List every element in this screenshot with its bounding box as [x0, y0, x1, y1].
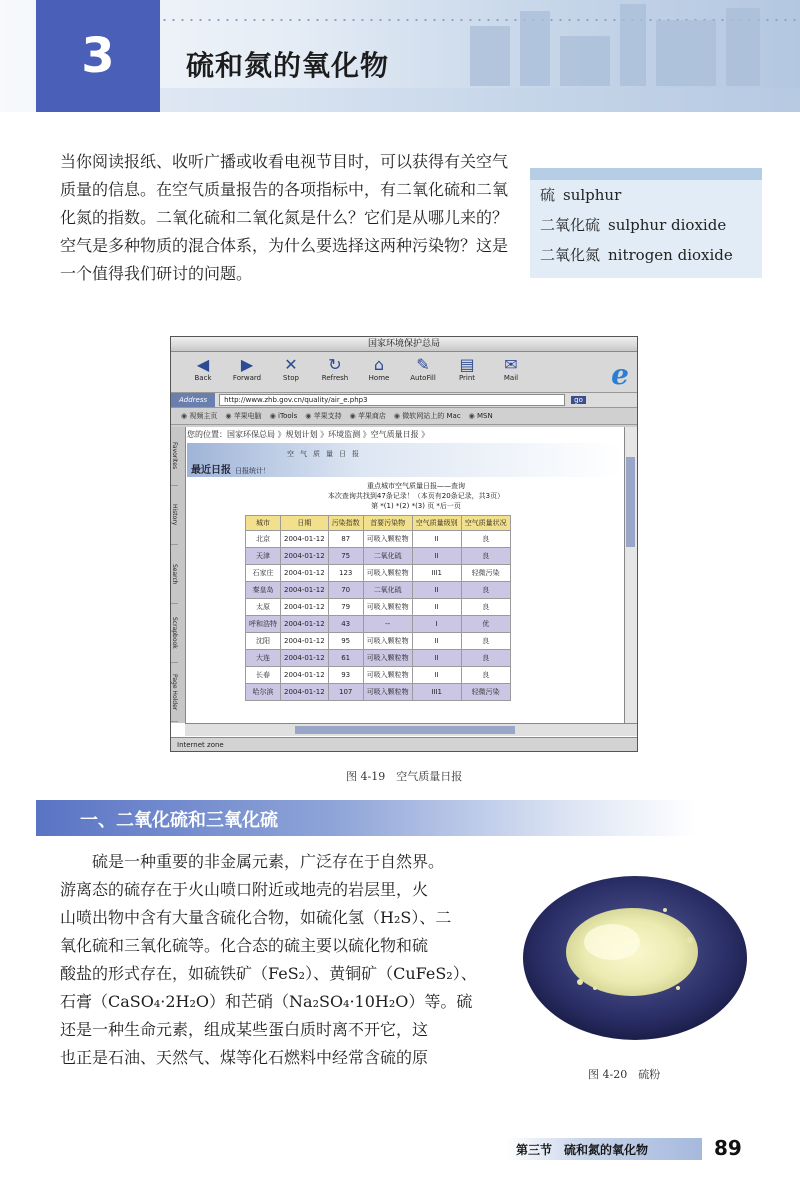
breadcrumb: 您的位置：国家环保总局 》规划计划 》环境监测 》空气质量日报 》 [187, 430, 430, 439]
table-row [246, 565, 511, 582]
table-cell: 石家庄 [246, 565, 281, 582]
glossary-row [530, 210, 762, 240]
table-cell: 沈阳 [246, 633, 281, 650]
side-tabs [171, 427, 186, 723]
side-tab-favorites[interactable]: Favorites [171, 427, 178, 486]
table-cell: 可吸入颗粒物 [363, 599, 412, 616]
table-header-cell: 空气质量级别 [412, 516, 461, 531]
table-cell: III1 [412, 565, 461, 582]
table-cell: 天津 [246, 548, 281, 565]
body-line: 石膏（CaSO₄·2H₂O）和芒硝（Na₂SO₄·10H₂O）等。硫 [60, 992, 473, 1011]
forward-button[interactable]: ▶ Forward [225, 352, 269, 392]
intro-paragraph: 当你阅读报纸、收听广播或收看电视节目时，可以获得有关空气质量的信息。在空气质量报告的各项指标中，有二氧化硫和二氧化氮的指数。二氧化硫和二氧化氮是什么？它们是从哪儿来的？空气是多种物质的混合体系，为什么要选择这两种污染物？这是一个值得我们研讨的问题。 [60, 152, 509, 283]
body-line: 氧化硫和三氧化硫等。化合态的硫主要以硫化物和硫 [60, 936, 429, 955]
table-cell: 可吸入颗粒物 [363, 565, 412, 582]
air-quality-table [245, 515, 511, 701]
mail-icon: ✉ [504, 355, 518, 374]
query-count: 本次查询共找到47条记录！（本页有20条记录，共3页） [327, 492, 505, 500]
table-row [246, 582, 511, 599]
table-cell: II [412, 582, 461, 599]
browser-title: 国家环境保护总局 [171, 337, 637, 352]
banner-title: 空气质量日报 [287, 450, 365, 458]
table-cell: 良 [461, 599, 510, 616]
refresh-icon: ↻ [328, 355, 342, 374]
table-cell: 秦皇岛 [246, 582, 281, 599]
table-cell: 北京 [246, 531, 281, 548]
table-cell: 二氧化硫 [363, 548, 412, 565]
body-line: 还是一种生命元素，组成某些蛋白质时离不开它，这 [60, 1020, 429, 1039]
address-label: Address [171, 393, 215, 407]
go-button[interactable]: go [571, 396, 586, 404]
table-cell: I [412, 616, 461, 633]
print-button[interactable]: ▤ Print [445, 352, 489, 392]
link-item[interactable]: ◉ MSN [469, 412, 493, 420]
table-row [246, 650, 511, 667]
stop-button[interactable]: ✕ Stop [269, 352, 313, 392]
autofill-icon: ✎ [416, 355, 430, 374]
table-cell: 2004-01-12 [281, 684, 329, 701]
figure-caption: 图 4-19 空气质量日报 [346, 770, 463, 783]
link-item[interactable]: ◉ 苹果电脑 [225, 411, 261, 421]
table-header-cell: 空气质量状况 [461, 516, 510, 531]
table-cell: 可吸入颗粒物 [363, 667, 412, 684]
glossary-row [530, 240, 762, 270]
link-item[interactable]: ◉ iTools [270, 412, 298, 420]
table-cell: 长春 [246, 667, 281, 684]
status-bar: Internet zone [171, 737, 638, 752]
table-row [246, 616, 511, 633]
table-cell: 95 [328, 633, 363, 650]
browser-toolbar [171, 352, 637, 393]
table-cell: 良 [461, 667, 510, 684]
table-cell: 大连 [246, 650, 281, 667]
banner-recent: 最近日报 日报统计！ [191, 465, 270, 476]
link-item[interactable]: ◉ 微软网站上的 Mac [394, 411, 461, 421]
table-cell: 75 [328, 548, 363, 565]
table-row [246, 667, 511, 684]
page-banner [187, 443, 623, 477]
printer-icon: ▤ [459, 355, 475, 374]
side-tab-search[interactable]: Search [171, 545, 178, 604]
table-row [246, 684, 511, 701]
body-line: 游离态的硫存在于火山喷口附近或地壳的岩层里，火 [60, 880, 429, 899]
glossary-term-en: sulphur dioxide [608, 216, 727, 234]
body-line: 酸盐的形式存在，如硫铁矿（FeS₂）、黄铜矿（CuFeS₂）、 [60, 964, 477, 983]
sulfur-powder-photo [520, 870, 750, 1050]
refresh-button[interactable]: ↻ Refresh [313, 352, 357, 392]
table-cell: 2004-01-12 [281, 616, 329, 633]
url-input[interactable]: http://www.zhb.gov.cn/quality/air_e.php3 [219, 394, 565, 406]
table-cell: 优 [461, 616, 510, 633]
browser-window [170, 336, 638, 752]
chapter-title: 硫和氮的氧化物 [186, 49, 390, 82]
glossary-term-en: nitrogen dioxide [608, 246, 733, 264]
table-header-cell: 日期 [281, 516, 329, 531]
table-cell: II [412, 531, 461, 548]
footer-section-label: 第三节 硫和氮的氧化物 [516, 1143, 649, 1157]
body-line: 山喷出物中含有大量含硫化合物，如硫化氢（H₂S）、二 [60, 908, 452, 927]
table-cell: II [412, 599, 461, 616]
chapter-number: 3 [36, 0, 160, 112]
query-header [231, 481, 601, 511]
table-cell: 2004-01-12 [281, 667, 329, 684]
table-cell: II [412, 650, 461, 667]
autofill-button[interactable]: ✎ AutoFill [401, 352, 445, 392]
link-item[interactable]: ◉ 苹果支持 [305, 411, 341, 421]
table-cell: 可吸入颗粒物 [363, 531, 412, 548]
table-cell: 可吸入颗粒物 [363, 633, 412, 650]
table-header-cell: 污染指数 [328, 516, 363, 531]
glossary-term-zh: 二氧化氮 [540, 246, 601, 264]
address-bar [171, 393, 637, 408]
side-tab-scrapbook[interactable]: Scrapbook [171, 604, 178, 663]
mail-button[interactable]: ✉ Mail [489, 352, 533, 392]
table-header-cell: 城市 [246, 516, 281, 531]
table-cell: 2004-01-12 [281, 650, 329, 667]
table-header-cell: 首要污染物 [363, 516, 412, 531]
query-pages[interactable]: 第 *(1) *(2) *(3) 页 *后一页 [371, 502, 461, 510]
glossary-box [530, 168, 762, 278]
table-cell: 2004-01-12 [281, 633, 329, 650]
table-cell: 良 [461, 633, 510, 650]
figure-caption: 图 4-20 硫粉 [588, 1068, 661, 1081]
table-cell: 良 [461, 531, 510, 548]
table-cell: 87 [328, 531, 363, 548]
banner-stats-link[interactable]: 日报统计！ [235, 467, 270, 475]
home-button[interactable]: ⌂ Home [357, 352, 401, 392]
table-cell: 太原 [246, 599, 281, 616]
table-row [246, 599, 511, 616]
table-cell: 良 [461, 548, 510, 565]
table-cell: 2004-01-12 [281, 531, 329, 548]
vertical-scrollbar[interactable] [624, 427, 637, 723]
stop-icon: ✕ [284, 355, 298, 374]
side-tab-history[interactable]: History [171, 486, 178, 545]
table-cell: 呼和浩特 [246, 616, 281, 633]
table-cell: III1 [412, 684, 461, 701]
table-cell: 93 [328, 667, 363, 684]
table-cell: 79 [328, 599, 363, 616]
table-cell: II [412, 548, 461, 565]
table-row [246, 531, 511, 548]
browser-content [171, 427, 637, 737]
table-cell: 123 [328, 565, 363, 582]
table-cell: II [412, 667, 461, 684]
section-body [60, 848, 494, 1072]
ie-logo-icon: e [611, 358, 629, 391]
section-title: 一、二氧化硫和三氧化硫 [80, 810, 278, 831]
body-line: 也正是石油、天然气、煤等化石燃料中经常含硫的原 [60, 1048, 429, 1067]
table-cell: 可吸入颗粒物 [363, 684, 412, 701]
link-item[interactable]: ◉ 视频主页 [181, 411, 217, 421]
table-cell: -- [363, 616, 412, 633]
link-item[interactable]: ◉ 苹果商店 [350, 411, 386, 421]
forward-arrow-icon: ▶ [240, 355, 254, 374]
table-cell: 二氧化硫 [363, 582, 412, 599]
table-cell: 70 [328, 582, 363, 599]
side-tab-page-holder[interactable]: Page Holder [171, 663, 178, 722]
table-cell: 61 [328, 650, 363, 667]
table-row [246, 633, 511, 650]
glossary-row [530, 180, 762, 210]
links-bar [171, 408, 637, 425]
back-button[interactable]: ◀ Back [181, 352, 225, 392]
table-cell: 107 [328, 684, 363, 701]
table-cell: 43 [328, 616, 363, 633]
table-cell: 轻微污染 [461, 565, 510, 582]
horizontal-scrollbar[interactable] [185, 723, 637, 736]
glossary-term-zh: 硫 [540, 186, 556, 204]
back-arrow-icon: ◀ [196, 355, 210, 374]
table-cell: 2004-01-12 [281, 582, 329, 599]
table-cell: II [412, 633, 461, 650]
table-cell: 2004-01-12 [281, 565, 329, 582]
table-cell: 2004-01-12 [281, 599, 329, 616]
table-cell: 良 [461, 650, 510, 667]
body-line: 硫是一种重要的非金属元素，广泛存在于自然界。 [92, 852, 445, 871]
glossary-term-zh: 二氧化硫 [540, 216, 601, 234]
table-cell: 2004-01-12 [281, 548, 329, 565]
table-cell: 轻微污染 [461, 684, 510, 701]
table-cell: 可吸入颗粒物 [363, 650, 412, 667]
table-cell: 哈尔滨 [246, 684, 281, 701]
table-cell: 良 [461, 582, 510, 599]
table-row [246, 548, 511, 565]
glossary-term-en: sulphur [563, 186, 622, 204]
home-icon: ⌂ [373, 355, 385, 374]
query-title: 重点城市空气质量日报——查询 [367, 482, 465, 490]
page-number: 89 [714, 1136, 742, 1160]
